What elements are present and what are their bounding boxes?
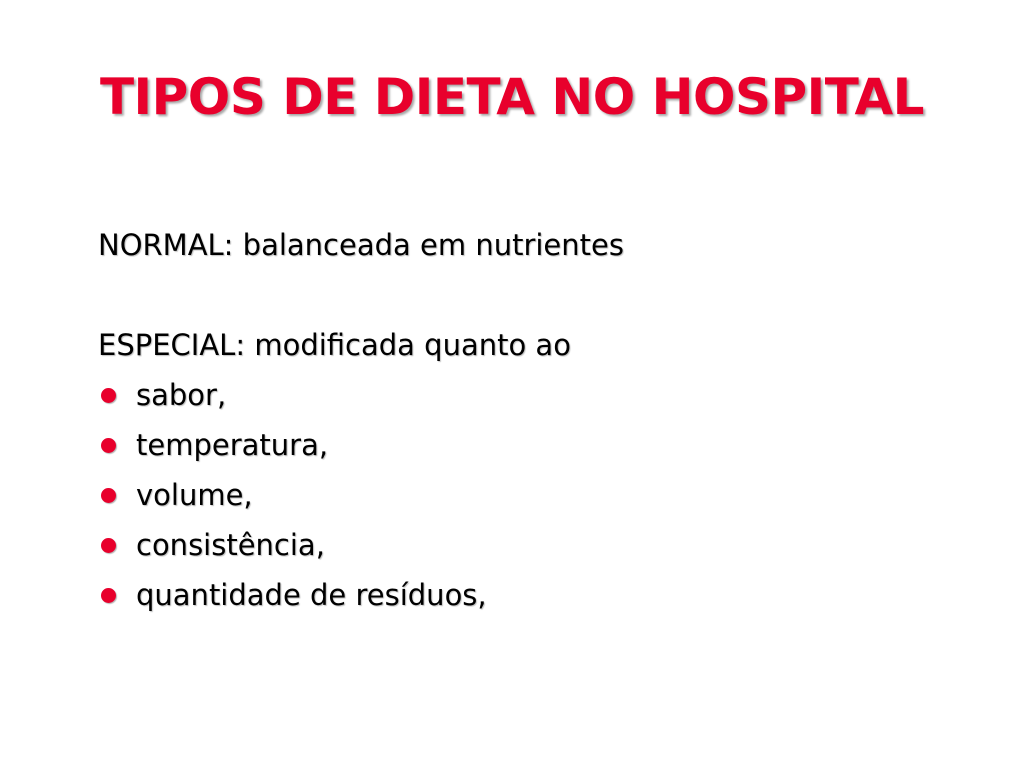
normal-diet-line: NORMAL: balanceada em nutrientes bbox=[98, 228, 624, 262]
bullet-dot-icon bbox=[101, 488, 116, 503]
list-item bbox=[98, 520, 958, 570]
bullet-dot-icon bbox=[101, 538, 116, 553]
slide-title: TIPOS DE DIETA NO HOSPITAL bbox=[99, 68, 925, 126]
bullet-dot-icon bbox=[101, 588, 116, 603]
list-item bbox=[98, 370, 958, 420]
list-item-label: temperatura, bbox=[136, 428, 329, 462]
list-item bbox=[98, 470, 958, 520]
special-diet-line: ESPECIAL: modificada quanto ao bbox=[98, 328, 571, 362]
paragraph-spacer bbox=[98, 270, 958, 320]
slide-body bbox=[98, 220, 958, 620]
list-item-label: consistência, bbox=[136, 528, 325, 562]
list-item-label: quantidade de resíduos, bbox=[136, 578, 487, 612]
list-item bbox=[98, 570, 958, 620]
list-item-label: volume, bbox=[136, 478, 253, 512]
modification-list bbox=[98, 370, 958, 620]
bullet-dot-icon bbox=[101, 438, 116, 453]
bullet-dot-icon bbox=[101, 388, 116, 403]
list-item bbox=[98, 420, 958, 470]
list-item-label: sabor, bbox=[136, 378, 227, 412]
